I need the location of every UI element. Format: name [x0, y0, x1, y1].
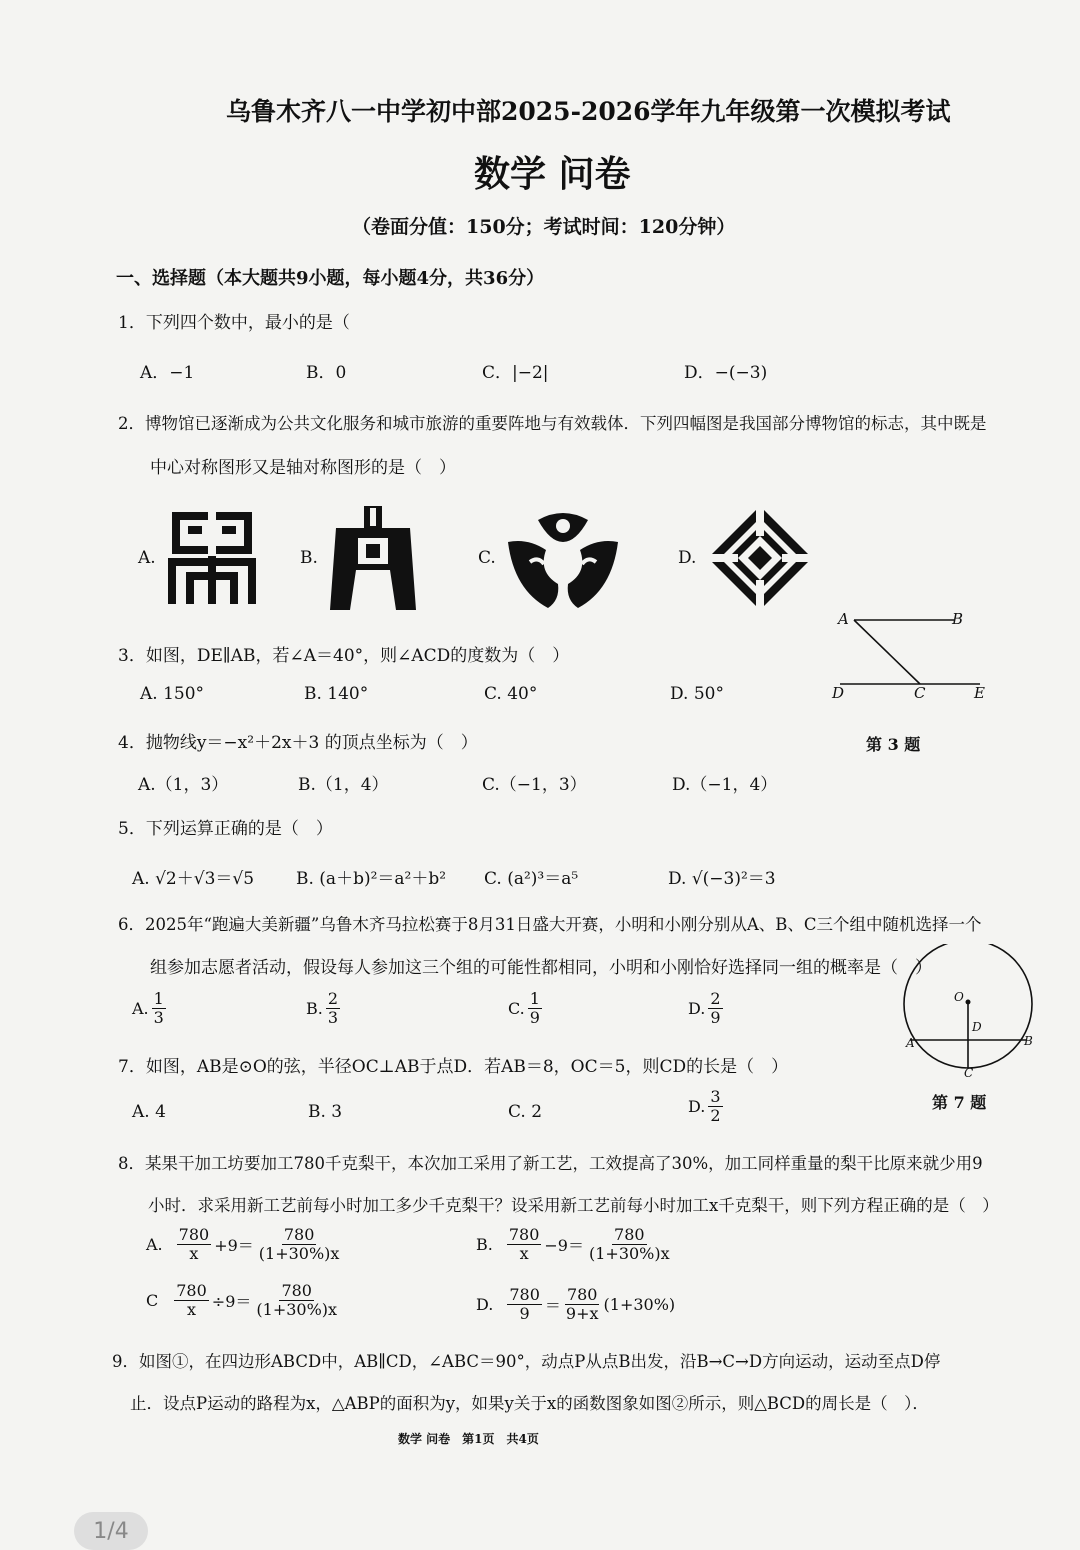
- q2-option-c: C.: [478, 548, 496, 568]
- school-title: 乌鲁木齐八一中学初中部2025-2026学年九年级第一次模拟考试: [226, 97, 951, 126]
- q7-point-o: O: [954, 990, 964, 1004]
- question-8-stem-line1: 8．某果干加工坊要加工780千克梨干，本次加工采用了新工艺，工效提高了30%，加工同样重量的梨干比原来就少用9: [118, 1154, 983, 1173]
- q4-option-d: D.（−1，4）: [672, 775, 778, 795]
- q7-point-c: C: [964, 1066, 974, 1080]
- question-2-stem-line2: 中心对称图形又是轴对称图形的是（ ）: [150, 458, 456, 478]
- q3-point-b: B: [952, 610, 964, 628]
- q7-option-a: A. 4: [132, 1102, 166, 1122]
- q3-option-c: C. 40°: [484, 684, 538, 704]
- q3-point-d: D: [832, 684, 845, 702]
- q6-option-c: C. $\frac{1}{9}$: [508, 989, 540, 1027]
- exam-info: （卷面分值：150分；考试时间：120分钟）: [352, 216, 736, 238]
- q3-point-c: C: [914, 684, 926, 702]
- museum-logo-b: [330, 506, 416, 610]
- section-title: 一、选择题（本大题共9小题，每小题4分，共36分）: [116, 268, 545, 289]
- q4-option-b: B.（1，4）: [298, 775, 389, 795]
- q7-figure: [900, 944, 1040, 1084]
- question-6-stem-line1: 6．2025年“跑遍大美新疆”乌鲁木齐马拉松赛于8月31日盛大开赛，小明和小刚分别从A、B、C三个组中随机选择一个: [118, 915, 982, 934]
- museum-logo-c: [508, 512, 618, 608]
- question-5-stem: 5．下列运算正确的是（ ）: [118, 819, 333, 839]
- q1-option-a: A．−1: [140, 363, 195, 383]
- question-4-stem: 4．抛物线y＝−x²＋2x＋3 的顶点坐标为（ ）: [118, 733, 478, 753]
- q4-option-a: A.（1，3）: [138, 775, 229, 795]
- q7-point-a: A: [906, 1036, 915, 1050]
- q5-option-b: B. (a＋b)²＝a²＋b²: [296, 869, 447, 889]
- q8-option-b: B. $\frac{780}{x}$ −9＝ $\frac{780}{(1+30\%)x}$: [476, 1225, 670, 1263]
- q2-option-b: B.: [300, 548, 318, 568]
- q3-point-e: E: [974, 684, 985, 702]
- q7-option-b: B. 3: [308, 1102, 343, 1122]
- q8-option-c: C $\frac{780}{x}$ ÷9＝ $\frac{780}{(1+30\%)x}$: [146, 1281, 338, 1319]
- q7-figure-label: 第 7 题: [932, 1093, 987, 1112]
- q5-option-a: A. √2＋√3＝√5: [132, 869, 255, 889]
- q7-point-b: B: [1024, 1034, 1033, 1048]
- q1-option-b: B．0: [306, 363, 347, 383]
- q2-option-a: A.: [138, 548, 156, 568]
- q8-option-a: A. $\frac{780}{x}$ +9＝ $\frac{780}{(1+30\%)x}$: [146, 1225, 340, 1263]
- q5-option-c: C. (a²)³＝a⁵: [484, 869, 579, 889]
- q3-point-a: A: [838, 610, 849, 628]
- q6-option-b: B. $\frac{2}{3}$: [306, 989, 339, 1027]
- question-9-stem-line1: 9．如图①，在四边形ABCD中，AB∥CD，∠ABC＝90°，动点P从点B出发，沿B→C→D方向运动，运动至点D停: [112, 1352, 941, 1371]
- page-footer: 数学 问卷 第1页 共4页: [398, 1432, 539, 1446]
- page-indicator[interactable]: 1/4: [74, 1512, 148, 1550]
- q5-option-d: D. √(−3)²＝3: [668, 869, 776, 889]
- question-2-stem-line1: 2．博物馆已逐渐成为公共文化服务和城市旅游的重要阵地与有效载体．下列四幅图是我国部分博物馆的标志，其中既是: [118, 414, 987, 433]
- question-7-stem: 7．如图，AB是⊙O的弦，半径OC⊥AB于点D．若AB＝8，OC＝5，则CD的长是（ ）: [118, 1057, 789, 1077]
- subject-title: 数学 问卷: [474, 153, 631, 195]
- q3-figure-label: 第 3 题: [866, 735, 921, 754]
- q8-option-d: D. $\frac{780}{9}$ ＝ $\frac{780}{9+x}$ (1+30%): [476, 1285, 676, 1323]
- question-8-stem-line2: 小时．求采用新工艺前每小时加工多少千克梨干？设采用新工艺前每小时加工x千克梨干，则下列方程正确的是（ ）: [148, 1196, 999, 1215]
- question-9-stem-line2: 止．设点P运动的路程为x，△ABP的面积为y，如果y关于x的函数图象如图②所示，则△BCD的周长是（ ）．: [130, 1394, 929, 1413]
- museum-logo-a: [168, 510, 256, 608]
- q3-option-a: A. 150°: [140, 684, 205, 704]
- q7-option-c: C. 2: [508, 1102, 543, 1122]
- q6-option-d: D. $\frac{2}{9}$: [688, 989, 721, 1027]
- q1-option-c: C．|−2|: [482, 363, 549, 383]
- q1-option-d: D．−(−3): [684, 363, 768, 383]
- question-6-stem-line2: 组参加志愿者活动，假设每人参加这三个组的可能性都相同，小明和小刚恰好选择同一组的概率是（ ）: [150, 958, 932, 978]
- q3-option-d: D. 50°: [670, 684, 724, 704]
- q4-option-c: C.（−1，3）: [482, 775, 587, 795]
- q6-option-a: A. $\frac{1}{3}$: [132, 989, 164, 1027]
- question-3-stem: 3．如图，DE∥AB，若∠A＝40°，则∠ACD的度数为（ ）: [118, 646, 570, 666]
- museum-logo-d: [708, 506, 812, 610]
- q7-point-d: D: [972, 1020, 982, 1034]
- question-1-stem: 1．下列四个数中，最小的是（: [118, 313, 350, 333]
- q7-option-d: D. $\frac{3}{2}$: [688, 1087, 721, 1125]
- q2-option-d: D.: [678, 548, 697, 568]
- q3-option-b: B. 140°: [304, 684, 369, 704]
